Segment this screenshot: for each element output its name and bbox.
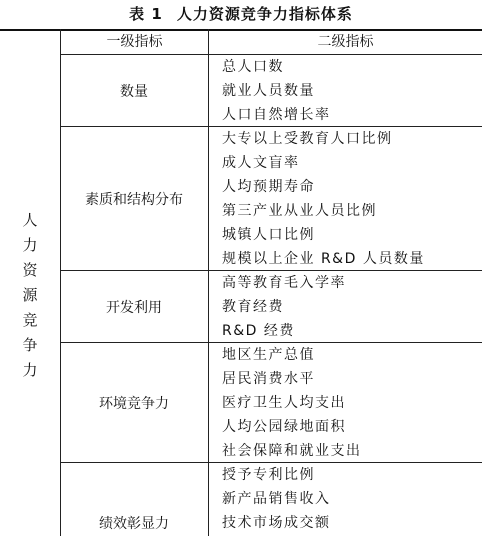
level2-item: 城镇人口比例 (222, 227, 315, 243)
level1-cell: 素质和结构分布 (85, 191, 183, 208)
table-title (0, 0, 482, 29)
header-level1: 一级指标 (106, 34, 163, 50)
side-label-char: 力 (22, 235, 38, 254)
level2-item: 地区生产总值 (222, 347, 315, 363)
header-level2: 二级指标 (317, 34, 374, 50)
level2-item: 总人口数 (222, 59, 284, 75)
level1-cell: 数量 (120, 83, 148, 100)
level2-item: 人口自然增长率 (222, 107, 331, 123)
side-label-char: 人 (22, 210, 38, 229)
level2-item: 技术市场成交额 (222, 515, 331, 531)
level2-item: 居民消费水平 (222, 371, 315, 387)
side-label-char: 争 (22, 335, 38, 354)
level2-item: 人均预期寿命 (222, 179, 315, 195)
level1-label: 绩效彰显力 (99, 516, 169, 532)
level2-item: 成人文盲率 (222, 155, 300, 171)
level2-item: 第三产业从业人员比例 (222, 203, 377, 219)
level2-item: 大专以上受教育人口比例 (222, 131, 393, 147)
level2-item: 规模以上企业 R&D 人员数量 (222, 251, 425, 267)
level2-item: 就业人员数量 (222, 83, 315, 99)
level2-item: 社会保障和就业支出 (222, 443, 362, 459)
level2-item: 医疗卫生人均支出 (222, 395, 346, 411)
level2-item: 授予专利比例 (222, 467, 315, 483)
level2-item: 新产品销售收入 (222, 491, 331, 507)
level2-item: R&D 经费 (222, 323, 295, 339)
table-title-text: 人力资源竞争力指标体系 (176, 5, 353, 23)
side-label-char: 竞 (22, 310, 38, 329)
level2-item: 人均公园绿地面积 (222, 419, 346, 435)
level1-cell: 环境竞争力 (99, 395, 169, 412)
side-label (0, 54, 60, 536)
side-label-char: 力 (22, 360, 38, 379)
rule-after-level1 (208, 29, 209, 536)
table-number: 表 1 (129, 5, 163, 23)
level2-item: 高等教育毛入学率 (222, 275, 346, 291)
level1-cell: 开发利用 (106, 299, 162, 316)
side-label-char: 资 (22, 260, 38, 279)
level1-cell (61, 463, 207, 536)
side-label-char: 源 (22, 285, 38, 304)
level2-item: 教育经费 (222, 299, 284, 315)
